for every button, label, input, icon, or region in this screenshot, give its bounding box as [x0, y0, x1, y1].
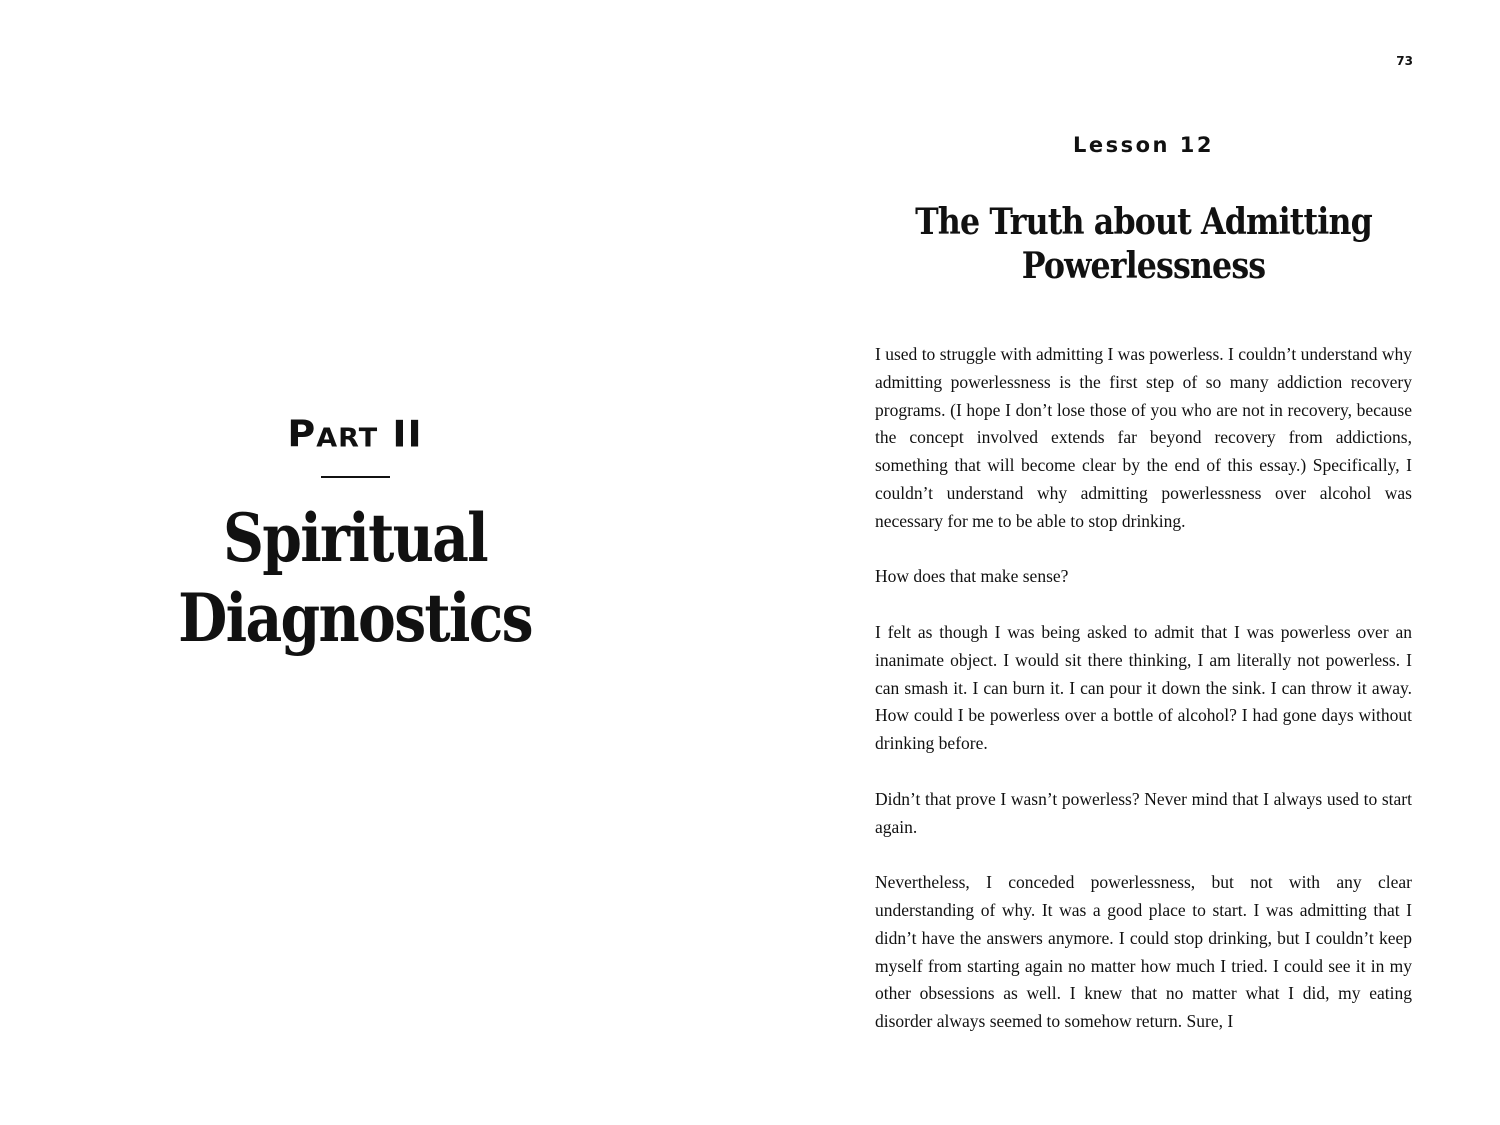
paragraph: How does that make sense? — [875, 566, 1069, 587]
paragraph: I felt as though I was being asked to admit that I was powerless over an inanimate object. I would sit there thinking, I am literally not powerless. I can smash it. I can burn it. I can pour it down the sink. I can throw it away. How could I be powerless over a bottle of alcohol? I had gone days without drinking before. — [875, 621, 1412, 754]
part-title-line: Spiritual — [222, 499, 488, 577]
paragraph: Didn’t that prove I wasn’t powerless? Never mind that I always used to start again. — [875, 788, 1412, 837]
lesson-title — [907, 200, 1380, 288]
part-label: Part II — [287, 413, 423, 455]
paragraph: Nevertheless, I conceded powerlessness, but not with any clear understanding of why. It was a good place to start. I was admitting that I didn’t have the answers anymore. I could stop drinking, but I couldn’t keep myself from starting again no matter how much I tried. I could see it in my other obsessions as well. I knew that no matter what I did, my eating disorder always seemed to somehow return. Sure, I — [875, 872, 1412, 1032]
paragraph: I used to struggle with admitting I was powerless. I couldn’t understand why admitting powerlessness is the first step of so many addiction recovery programs. (I hope I don’t lose those of you who are not in recovery, because the concept involved extends far beyond recovery from addictions, something that will become clear by the end of this essay.) Specifically, I couldn’t understand why admitting powerlessness over alcohol was necessary for me to be able to stop drinking. — [875, 344, 1412, 531]
part-title — [162, 498, 549, 658]
part-title-line: Diagnostics — [178, 579, 532, 657]
lesson-label: Lesson 12 — [1072, 133, 1215, 157]
body-text — [875, 341, 1412, 1064]
page-number: 73 — [1396, 54, 1413, 68]
lesson-title-line: The Truth about Admitting — [915, 201, 1372, 243]
right-page — [750, 0, 1500, 1125]
part-divider — [321, 476, 390, 478]
lesson-title-line: Powerlessness — [1021, 245, 1266, 287]
